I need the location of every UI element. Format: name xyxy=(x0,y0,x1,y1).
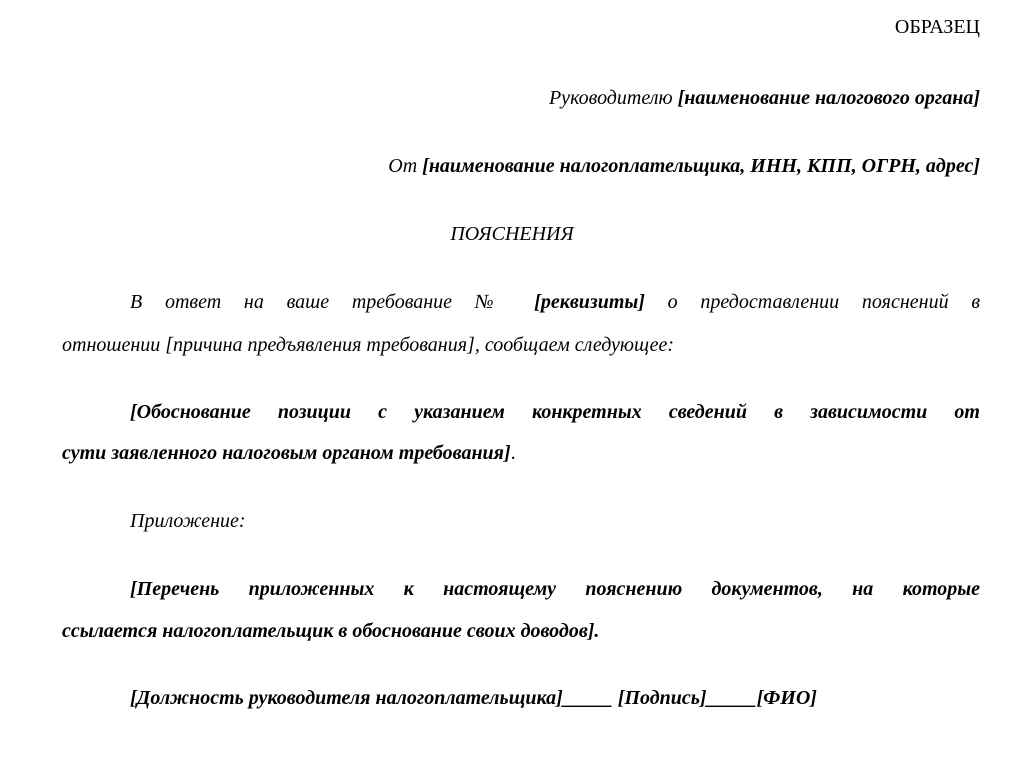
signature-blank-2: _____ xyxy=(706,687,757,709)
signatory-position: [Должность руководителя налогоплательщика] xyxy=(130,687,563,709)
para1-line1: В ответ на ваше требование № [реквизиты] о предоставлении пояснений в xyxy=(130,291,980,313)
sender-details: [наименование налогоплательщика, ИНН, КПП, ОГРН, адрес] xyxy=(422,155,980,177)
sample-label: ОБРАЗЕЦ xyxy=(894,16,980,38)
signature-line xyxy=(130,687,817,710)
para2-line1: [Обоснование позиции с указанием конкретных сведений в зависимости от xyxy=(130,401,980,423)
document-title: ПОЯСНЕНИЯ xyxy=(450,223,574,245)
signature-placeholder: [Подпись] xyxy=(617,687,707,709)
addressee-line xyxy=(549,87,980,110)
para1-line2: отношении [причина предъявления требования], сообщаем следующее: xyxy=(62,334,675,356)
para2-line2: сути заявленного налоговым органом требования]. xyxy=(62,442,516,464)
para3-line2: ссылается налогоплательщик в обоснование своих доводов]. xyxy=(62,620,600,642)
sender-prefix: От xyxy=(388,155,418,177)
appendix-label: Приложение: xyxy=(130,510,246,532)
para3-line1: [Перечень приложенных к настоящему пояснению документов, на которые xyxy=(130,578,980,600)
addressee-name: [наименование налогового органа] xyxy=(677,87,980,109)
requisites-placeholder: [реквизиты] xyxy=(534,291,645,313)
addressee-prefix: Руководителю xyxy=(548,87,673,109)
sender-line xyxy=(388,155,980,178)
signature-blank-1: _____ xyxy=(562,687,613,709)
signatory-name: [ФИО] xyxy=(756,687,817,709)
